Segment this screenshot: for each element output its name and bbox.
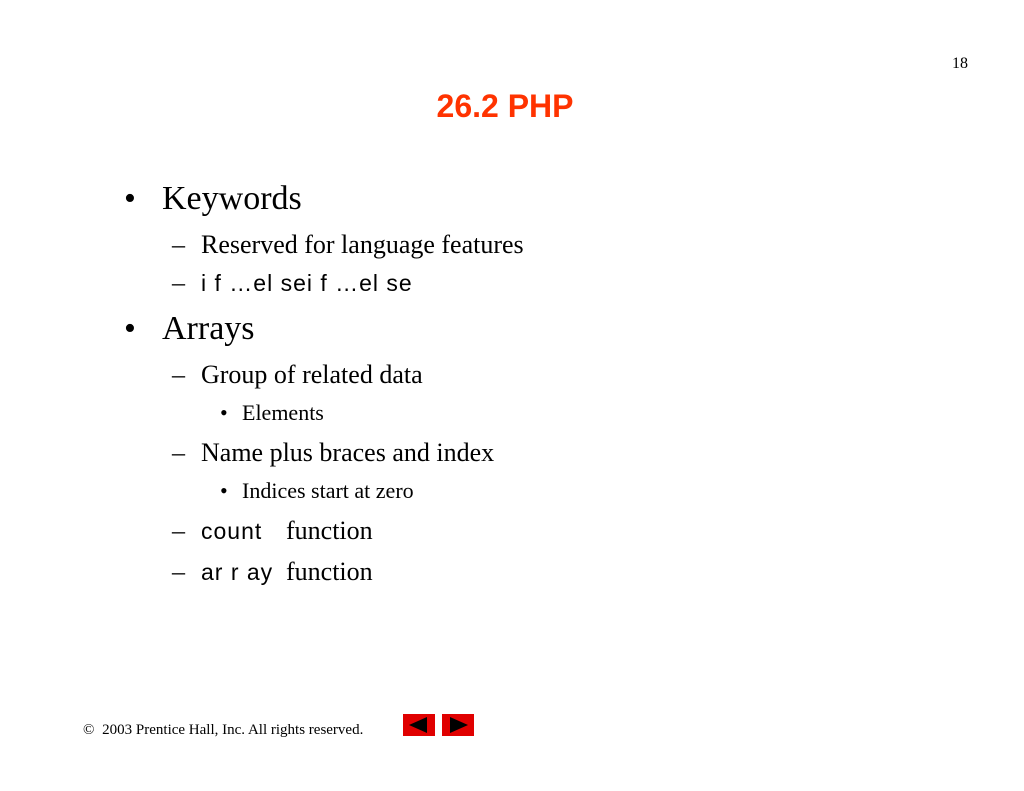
code-keywords: i f …el sei f …el se xyxy=(201,270,413,296)
sub-item-label: function xyxy=(286,516,373,545)
bullet-dot: • xyxy=(220,478,228,503)
code-count: count xyxy=(201,518,263,544)
copyright-symbol: © xyxy=(83,722,95,738)
bullet-label: Arrays xyxy=(162,310,255,347)
dash: – xyxy=(172,360,185,389)
dash: – xyxy=(172,557,185,586)
subsub-item-label: Indices start at zero xyxy=(242,478,414,503)
prev-slide-button[interactable] xyxy=(403,714,435,736)
subsub-item-label: Elements xyxy=(242,400,324,425)
sub-item-label: function xyxy=(286,557,373,586)
dash: – xyxy=(172,230,185,259)
bullet-dot: • xyxy=(124,310,136,347)
dash: – xyxy=(172,438,185,467)
sub-item-label: Reserved for language features xyxy=(201,230,524,259)
right-triangle-icon xyxy=(442,714,474,736)
bullet-dot: • xyxy=(220,400,228,425)
next-slide-button[interactable] xyxy=(442,714,474,736)
bullet-dot: • xyxy=(124,180,136,217)
bullet-label: Keywords xyxy=(162,180,302,217)
dash: – xyxy=(172,268,185,297)
code-array: ar r ay xyxy=(201,559,274,585)
dash: – xyxy=(172,516,185,545)
copyright-footer xyxy=(83,722,363,739)
left-triangle-icon xyxy=(403,714,435,736)
sub-item-label: Name plus braces and index xyxy=(201,438,495,467)
sub-item-label: Group of related data xyxy=(201,360,423,389)
slide-title: 26.2 PHP xyxy=(436,88,574,124)
page-number: 18 xyxy=(952,55,968,72)
copyright-text: 2003 Prentice Hall, Inc. All rights reserved. xyxy=(102,722,364,738)
